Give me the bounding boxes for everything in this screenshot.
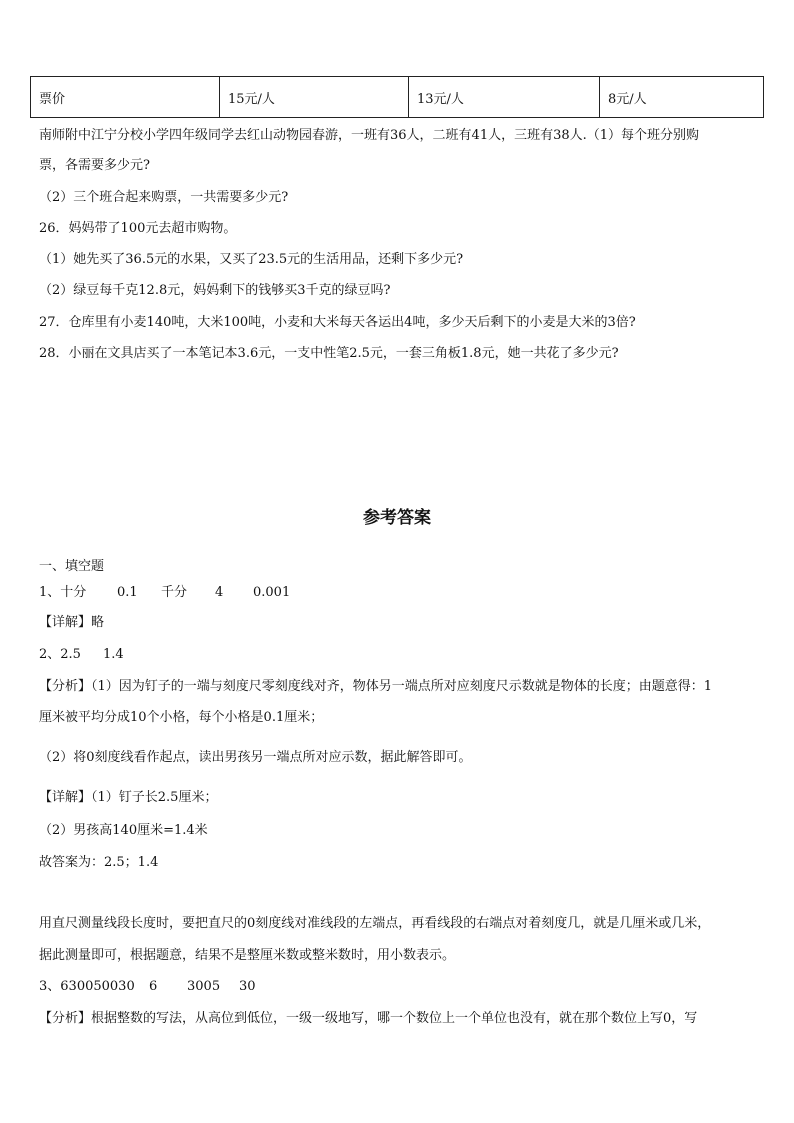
answer-3-part: 3005 — [187, 979, 221, 994]
table-header-cell: 票价 — [31, 77, 220, 118]
question-26: 26．妈妈带了100元去超市购物。 — [39, 221, 237, 236]
answer-3-analysis: 【分析】根据整数的写法，从高位到低位，一级一级地写，哪一个数位上一个单位也没有，就在那个数位上写0，写 — [39, 1011, 698, 1026]
answer-2-detail-1: 【详解】（1）钉子长2.5厘米； — [39, 790, 218, 805]
answer-1-part: 0.1 — [117, 585, 138, 600]
answer-1-part: 千分 — [161, 585, 188, 600]
answer-1 — [39, 585, 290, 601]
answer-2-final: 故答案为：2.5；1.4 — [39, 855, 159, 870]
question-26-part2: （2）绿豆每千克12.8元，妈妈剩下的钱够买3千克的绿豆吗? — [39, 283, 391, 298]
answer-2-analysis-2: 厘米被平均分成10个小格，每个小格是0.1厘米； — [39, 710, 324, 725]
question-25-part2: （2）三个班合起来购票，一共需要多少元? — [39, 190, 289, 205]
answer-3-part: 3、630050030 — [39, 979, 135, 994]
answer-2-note-1: 用直尺测量线段长度时，要把直尺的0刻度线对准线段的左端点，再看线段的右端点对着刻度几，就是几厘米或几米， — [39, 916, 711, 931]
answer-1-part: 1、十分 — [39, 585, 87, 600]
answer-2-analysis-3: （2）将0刻度线看作起点，读出男孩另一端点所对应示数，据此解答即可。 — [39, 750, 472, 765]
table-cell: 15元/人 — [220, 77, 409, 118]
question-25-line1: 南师附中江宁分校小学四年级同学去红山动物园春游，一班有36人，二班有41人，三班有38人.（1）每个班分别购 — [39, 128, 700, 143]
answer-3 — [39, 979, 256, 995]
answer-2-part: 2、2.5 — [39, 647, 81, 662]
answer-2-note-2: 据此测量即可，根据题意，结果不是整厘米数或整米数时，用小数表示。 — [39, 948, 456, 963]
table-row — [31, 77, 764, 118]
answer-3-part: 30 — [239, 979, 256, 994]
answer-1-part: 4 — [215, 585, 224, 600]
answers-title: 参考答案 — [363, 508, 431, 528]
question-28: 28．小丽在文具店买了一本笔记本3.6元，一支中性笔2.5元，一套三角板1.8元，她一共花了多少元? — [39, 346, 619, 361]
answer-2-part: 1.4 — [103, 647, 124, 662]
section-heading: 一、填空题 — [39, 559, 105, 574]
answer-2 — [39, 647, 124, 663]
answer-3-part: 6 — [149, 979, 158, 994]
table-cell: 8元/人 — [600, 77, 764, 118]
question-26-part1: （1）她先买了36.5元的水果，又买了23.5元的生活用品，还剩下多少元? — [39, 252, 464, 267]
ticket-price-table — [30, 76, 764, 118]
answer-1-detail: 【详解】略 — [39, 615, 105, 630]
question-27: 27．仓库里有小麦140吨，大米100吨，小麦和大米每天各运出4吨，多少天后剩下的小麦是大米的3倍? — [39, 315, 636, 330]
answer-1-part: 0.001 — [253, 585, 291, 600]
table-cell: 13元/人 — [409, 77, 600, 118]
question-25-line2: 票，各需要多少元? — [39, 158, 150, 173]
answer-2-detail-2: （2）男孩高140厘米=1.4米 — [39, 823, 208, 838]
answer-2-analysis-1: 【分析】（1）因为钉子的一端与刻度尺零刻度线对齐，物体另一端点所对应刻度尺示数就是物体的长度；由题意得：1 — [39, 679, 713, 694]
